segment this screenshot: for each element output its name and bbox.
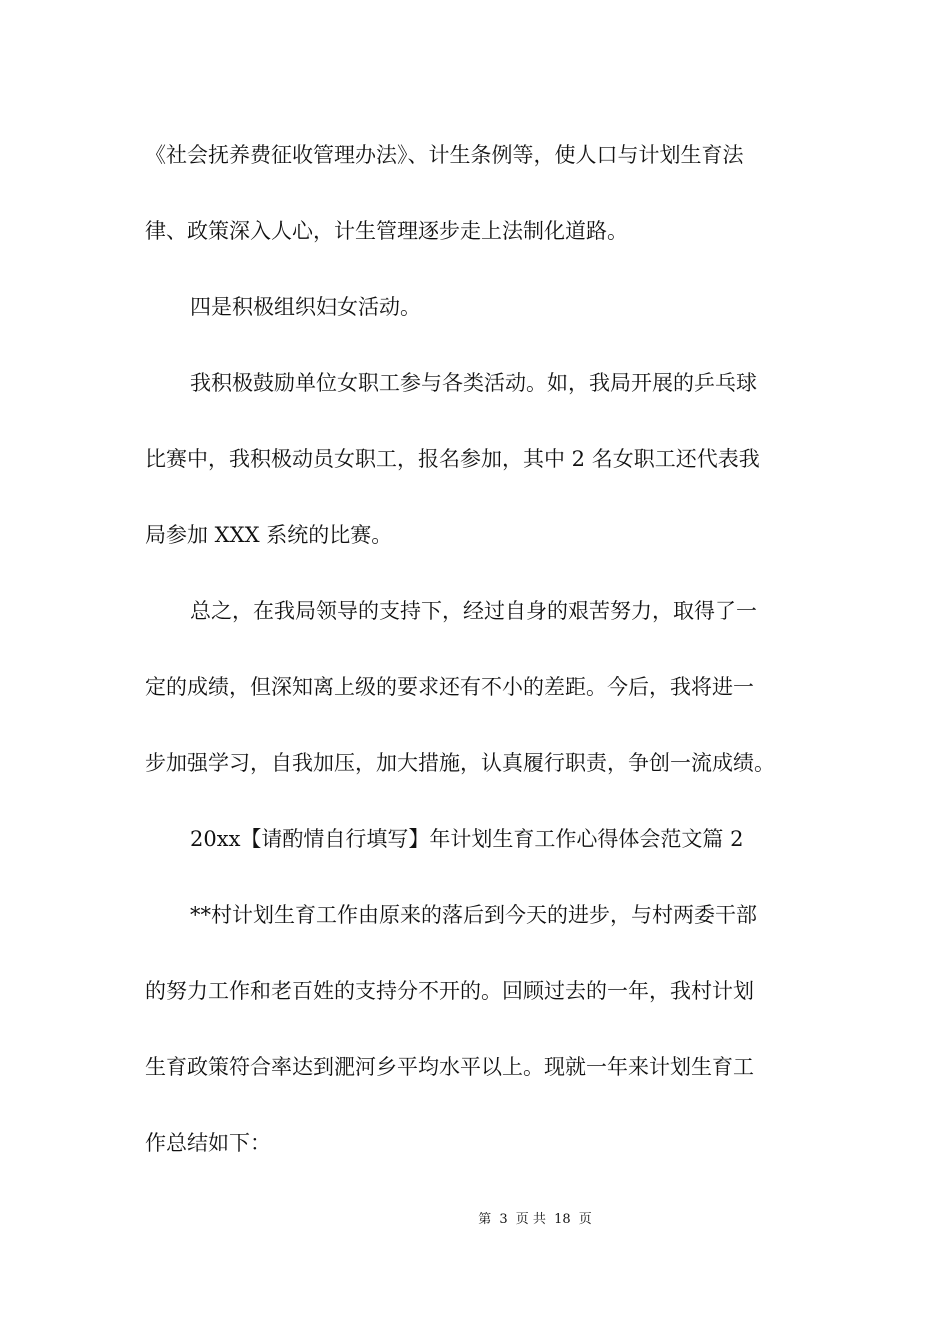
body-line: 定的成绩，但深知离上级的要求还有不小的差距。今后，我将进一 bbox=[145, 675, 754, 699]
section-title: 20xx【请酌情自行填写】年计划生育工作心得体会范文篇 2 bbox=[190, 827, 744, 851]
footer-middle: 页 共 bbox=[515, 1212, 546, 1227]
body-line: 步加强学习，自我加压，加大措施，认真履行职责，争创一流成绩。 bbox=[145, 751, 775, 775]
body-line: 我积极鼓励单位女职工参与各类活动。如，我局开展的乒乓球 bbox=[190, 371, 757, 395]
page-footer bbox=[0, 1208, 950, 1227]
body-line: 《社会抚养费征收管理办法》、计生条例等，使人口与计划生育法 bbox=[145, 143, 744, 167]
body-line: 律、政策深入人心，计生管理逐步走上法制化道路。 bbox=[145, 219, 628, 243]
body-line: 比赛中，我积极动员女职工，报名参加，其中 2 名女职工还代表我 bbox=[145, 447, 760, 471]
body-line: 作总结如下： bbox=[145, 1131, 271, 1155]
current-page-number: 3 bbox=[499, 1212, 508, 1227]
document-body bbox=[145, 132, 810, 1196]
body-line: 的努力工作和老百姓的支持分不开的。回顾过去的一年，我村计划 bbox=[145, 979, 754, 1003]
footer-prefix: 第 bbox=[478, 1212, 492, 1227]
paragraph-heading: 四是积极组织妇女活动。 bbox=[190, 295, 421, 319]
body-line: 总之，在我局领导的支持下，经过自身的艰苦努力，取得了一 bbox=[190, 599, 757, 623]
body-line: 局参加 XXX 系统的比赛。 bbox=[145, 523, 393, 547]
total-pages-number: 18 bbox=[554, 1212, 571, 1227]
body-line: 生育政策符合率达到淝河乡平均水平以上。现就一年来计划生育工 bbox=[145, 1055, 754, 1079]
body-line: **村计划生育工作由原来的落后到今天的进步，与村两委干部 bbox=[190, 903, 757, 927]
footer-suffix: 页 bbox=[578, 1212, 592, 1227]
